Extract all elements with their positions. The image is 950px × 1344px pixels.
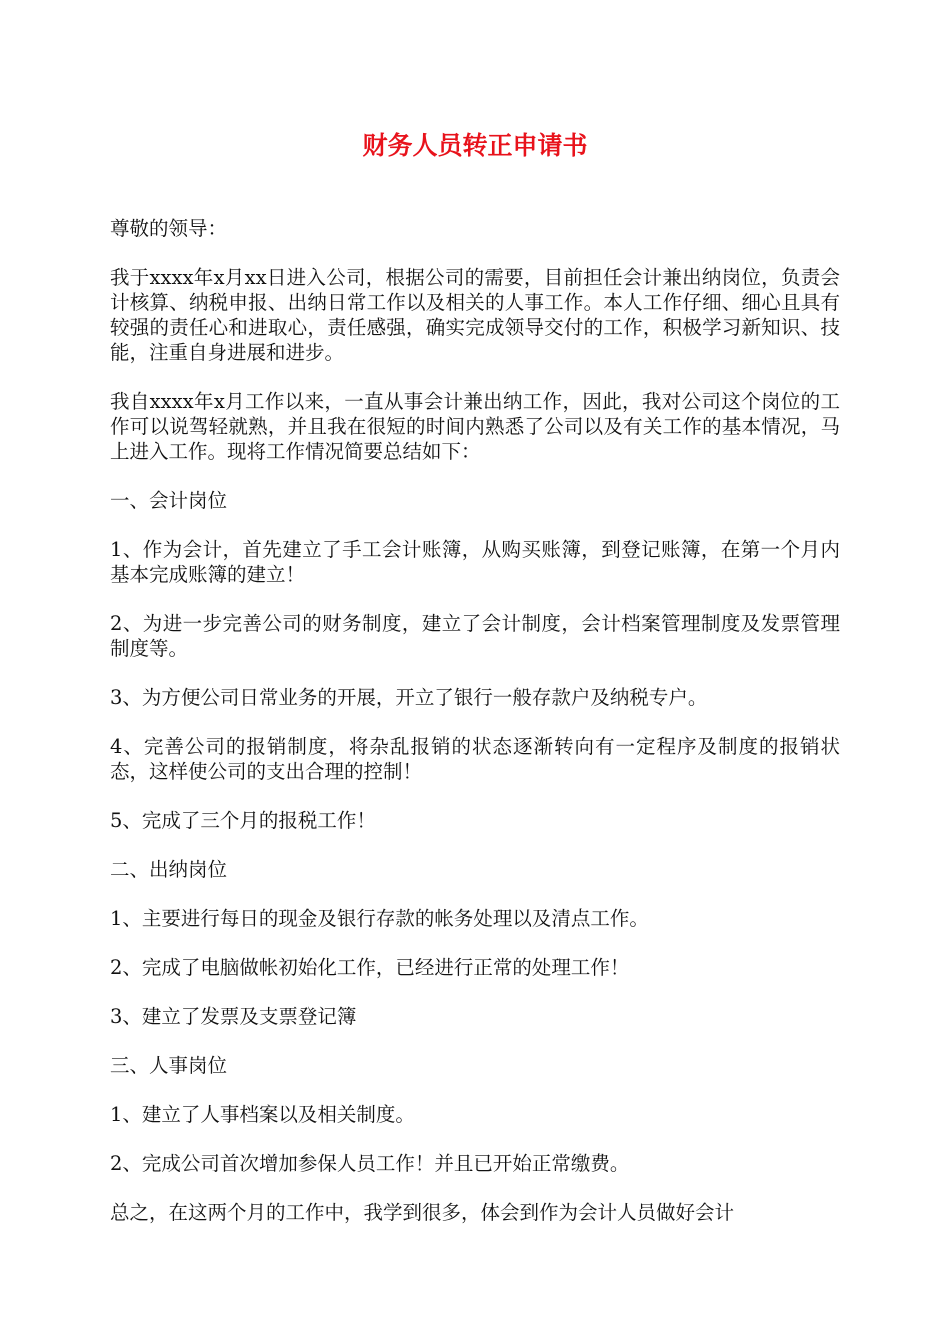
list-item: 1、作为会计，首先建立了手工会计账簿，从购买账簿，到登记账簿，在第一个月内基本完成账簿的建立！ (110, 538, 840, 586)
section-heading-cashier: 二、出纳岗位 (110, 858, 228, 881)
list-item: 2、完成了电脑做帐初始化工作，已经进行正常的处理工作！ (110, 956, 630, 979)
paragraph-conclusion: 总之，在这两个月的工作中，我学到很多，体会到作为会计人员做好会计 (110, 1201, 735, 1224)
paragraph-summary-lead: 我自xxxx年x月工作以来，一直从事会计兼出纳工作，因此，我对公司这个岗位的工作可以说驾轻就熟，并且我在很短的时间内熟悉了公司以及有关工作的基本情况，马上进入工作。现将工作情况简要总结如下： (110, 390, 840, 463)
paragraph-intro: 我于xxxx年x月xx日进入公司，根据公司的需要，目前担任会计兼出纳岗位，负责会计核算、纳税申报、出纳日常工作以及相关的人事工作。本人工作仔细、细心且具有较强的责任心和进取心，责任感强，确实完成领导交付的工作，积极学习新知识、技能，注重自身进展和进步。 (110, 266, 840, 364)
list-item: 4、完善公司的报销制度，将杂乱报销的状态逐渐转向有一定程序及制度的报销状态，这样使公司的支出合理的控制！ (110, 735, 840, 783)
section-heading-accounting: 一、会计岗位 (110, 489, 228, 512)
document-title: 财务人员转正申请书 (362, 131, 588, 160)
list-item: 3、建立了发票及支票登记簿 (110, 1005, 357, 1028)
section-heading-hr: 三、人事岗位 (110, 1054, 228, 1077)
list-item: 3、为方便公司日常业务的开展，开立了银行一般存款户及纳税专户。 (110, 686, 708, 709)
list-item: 1、主要进行每日的现金及银行存款的帐务处理以及清点工作。 (110, 907, 649, 930)
list-item: 5、完成了三个月的报税工作！ (110, 809, 376, 832)
list-item: 2、为进一步完善公司的财务制度，建立了会计制度，会计档案管理制度及发票管理制度等。 (110, 612, 840, 660)
list-item: 1、建立了人事档案以及相关制度。 (110, 1103, 415, 1126)
list-item: 2、完成公司首次增加参保人员工作！并且已开始正常缴费。 (110, 1152, 630, 1175)
salutation: 尊敬的领导： (110, 217, 228, 240)
document-body (110, 216, 840, 1249)
